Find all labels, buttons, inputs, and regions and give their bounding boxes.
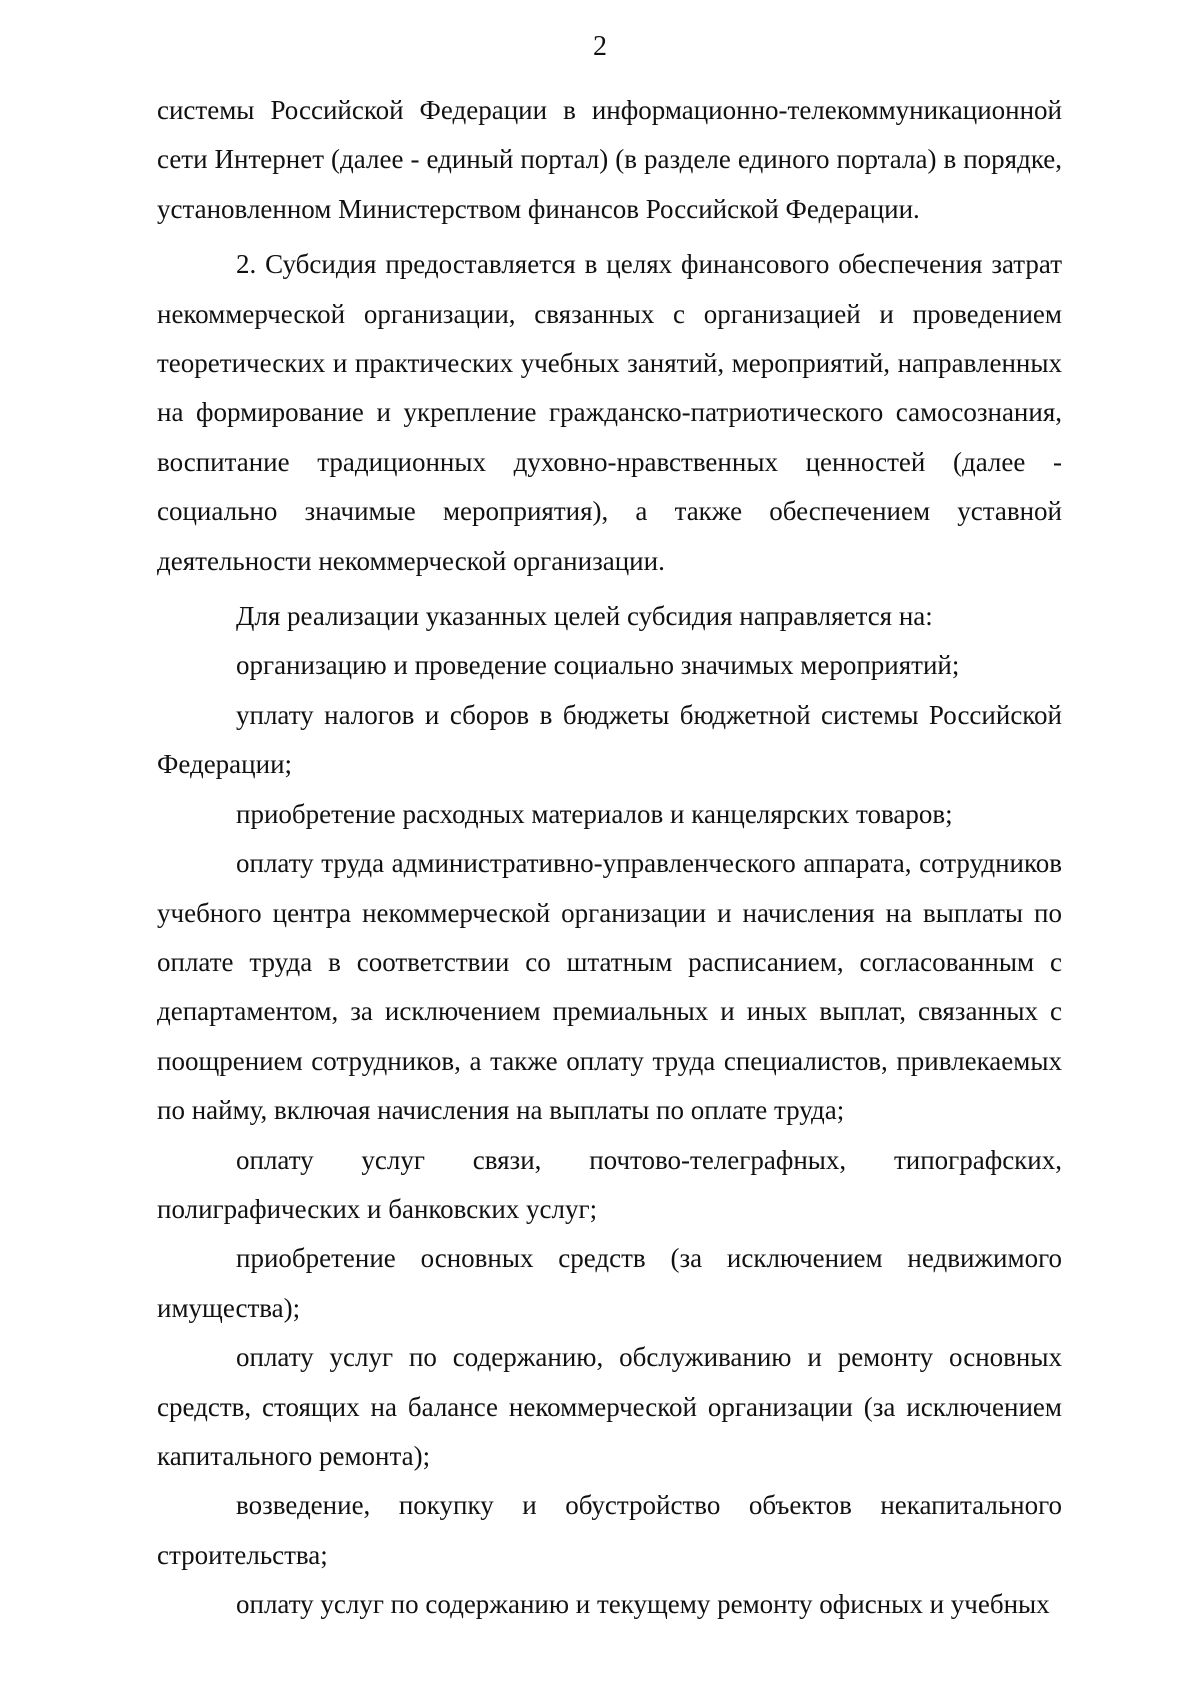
list-item-office-repair: оплату услуг по содержанию и текущему ремонту офисных и учебных <box>236 1589 1050 1620</box>
paragraph-purposes-intro: Для реализации указанных целей субсидия направляется на: <box>236 601 933 632</box>
list-item-events: организацию и проведение социально значимых мероприятий; <box>236 650 960 681</box>
list-item-taxes: уплату налогов и сборов в бюджеты бюджетной системы Российской Федерации; <box>157 699 1062 780</box>
list-item-maintenance: оплату услуг по содержанию, обслуживанию и ремонту основных средств, стоящих на балансе некоммерческой организации (за исключением капитального ремонта); <box>157 1342 1062 1471</box>
paragraph-clause-2: 2. Субсидия предоставляется в целях финансового обеспечения затрат некоммерческой организации, связанных с организацией и проведением теоретических и практических учебных занятий, мероприятий, направленных на формирование и укрепление гражданско-патриотического самосознания, воспитание традиционных духовно-нравственных ценностей (далее - социально значимые мероприятия), а также обеспечением уставной деятельности некоммерческой организации. <box>157 249 1062 576</box>
list-item-communication-services: оплату услуг связи, почтово-телеграфных, типографских, полиграфических и банковских услуг; <box>157 1144 1062 1224</box>
paragraph-continuation: системы Российской Федерации в информационно-телекоммуникационной сети Интернет (далее - единый портал) (в разделе единого портала) в порядке, установленном Министерством финансов Российской Федерации. <box>157 95 1062 224</box>
document-body <box>157 86 1062 1630</box>
list-item-construction: возведение, покупку и обустройство объектов некапитального строительства; <box>157 1490 1062 1570</box>
list-item-salaries: оплату труда административно-управленческого аппарата, сотрудников учебного центра некоммерческой организации и начисления на выплаты по оплате труда в соответствии со штатным расписанием, согласованным с департаментом, за исключением премиальных и иных выплат, связанных с поощрением сотрудников, а также оплату труда специалистов, привлекаемых по найму, включая начисления на выплаты по оплате труда; <box>157 848 1062 1126</box>
list-item-consumables: приобретение расходных материалов и канцелярских товаров; <box>236 798 953 829</box>
list-item-fixed-assets: приобретение основных средств (за исключением недвижимого имущества); <box>157 1243 1062 1323</box>
page-number: 2 <box>593 31 607 62</box>
